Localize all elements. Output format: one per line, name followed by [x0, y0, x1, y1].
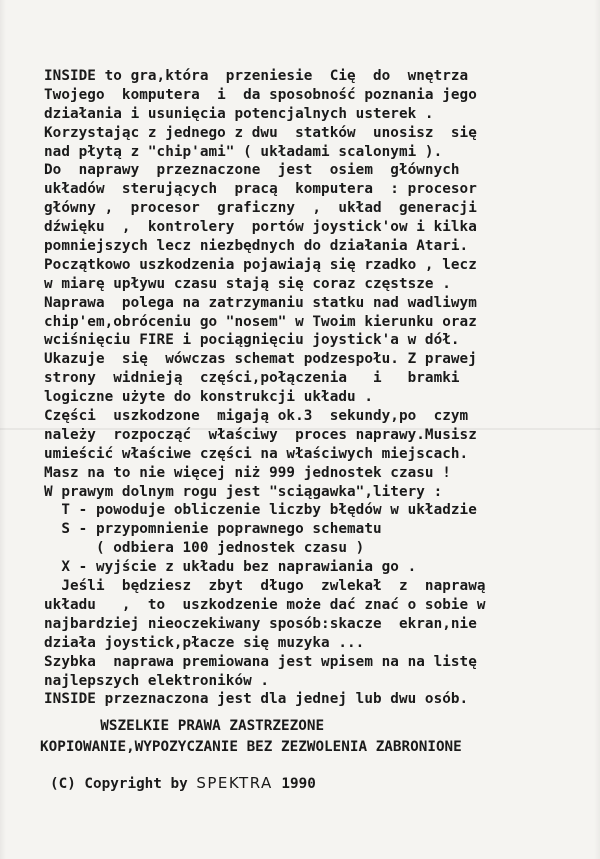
text-line: działania i usunięcia potencjalnych usterek .: [44, 105, 434, 122]
text-line: Do naprawy przeznaczone jest osiem głównych: [44, 162, 460, 179]
text-line: W prawym dolnym rogu jest "sciągawka",litery :: [44, 483, 443, 500]
text-line: układu , to uszkodzenie może dać znać o sobie w: [44, 596, 486, 613]
text-line: X - wyjście z układu bez naprawiania go .: [44, 559, 417, 576]
copyright-prefix: (C) Copyright by: [50, 776, 197, 792]
text-line: Jeśli będziesz zbyt długo zwlekał z naprawą: [44, 578, 486, 595]
text-line: działa joystick,płacze się muzyka ...: [44, 634, 365, 651]
text-line: umieścić właściwe części na właściwych miejscach.: [44, 445, 469, 462]
text-line: Szybka naprawa premiowana jest wpisem na na listę: [44, 653, 477, 670]
text-line: Naprawa polega na zatrzymaniu statku nad wadliwym: [44, 294, 477, 311]
text-line: dźwięku , kontrolery portów joystick'ow i kilka: [44, 219, 477, 236]
text-line: Początkowo uszkodzenia pojawiają się rzadko , lecz: [44, 256, 477, 273]
text-line: wciśnięciu FIRE i pociągnięciu joystick'a w dół.: [44, 332, 460, 349]
text-line: Ukazuje się wówczas schemat podzespołu. Z prawej: [44, 351, 477, 368]
text-line: układów sterujących pracą komputera : procesor: [44, 181, 477, 198]
text-line: Korzystając z jednego z dwu statków unosisz się: [44, 124, 477, 141]
text-line: najlepszych elektroników .: [44, 672, 270, 689]
text-line: chip'em,obróceniu go "nosem" w Twoim kierunku oraz: [44, 313, 477, 330]
text-line: Masz na to nie więcej niż 999 jednostek czasu !: [44, 464, 451, 481]
publisher-name: SPEKTRA: [196, 774, 273, 792]
text-line: najbardziej nieoczekiwany sposób:skacze ekran,nie: [44, 615, 477, 632]
copyright-year: 1990: [272, 776, 316, 792]
text-line: T - powoduje obliczenie liczby błędów w układzie: [44, 502, 477, 519]
rights-notice: [40, 716, 580, 758]
text-line: logiczne użyte do konstrukcji układu .: [44, 389, 373, 406]
copyright-line: [50, 774, 316, 792]
rights-line: KOPIOWANIE,WYPOZYCZANIE BEZ ZEZWOLENIA ZABRONIONE: [40, 739, 462, 755]
text-line: S - przypomnienie poprawnego schematu: [44, 521, 382, 538]
text-line: w miarę upływu czasu stają się coraz częstsze .: [44, 275, 451, 292]
rights-line: WSZELKIE PRAWA ZASTRZEZONE: [40, 718, 325, 734]
text-line: pomniejszych lecz niezbędnych do działania Atari.: [44, 238, 469, 255]
text-line: strony widnieją części,połączenia i bramki: [44, 370, 460, 387]
text-line: INSIDE to gra,która przeniesie Cię do wnętrza: [44, 68, 469, 84]
instructions-body-text: [44, 67, 584, 709]
text-line: należy rozpocząć właściwy proces naprawy.Musisz: [44, 426, 477, 443]
text-line: INSIDE przeznaczona jest dla jednej lub dwu osób.: [44, 691, 469, 708]
text-line: nad płytą z "chip'ami" ( układami scalonymi ).: [44, 143, 443, 160]
text-line: Części uszkodzone migają ok.3 sekundy,po czym: [44, 408, 469, 425]
text-line: ( odbiera 100 jednostek czasu ): [44, 540, 365, 557]
text-line: Twojego komputera i da sposobność poznania jego: [44, 86, 477, 103]
text-line: główny , procesor graficzny , układ generacji: [44, 200, 477, 217]
